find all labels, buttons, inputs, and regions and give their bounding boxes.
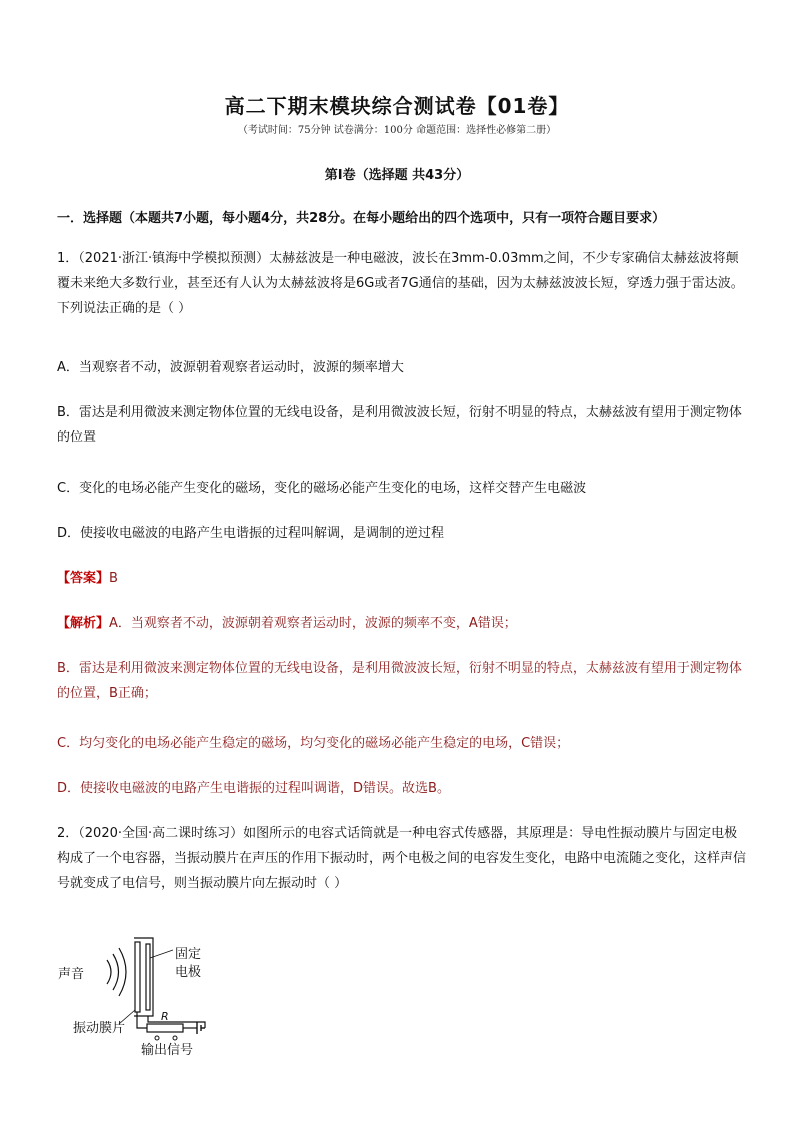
answer-value: B — [109, 571, 118, 586]
output-label: 输出信号 — [141, 1043, 194, 1058]
question-1-option-a: A．当观察者不动，波源朝着观察者运动时，波源的频率增大 — [57, 360, 404, 375]
question-1-option-d: D．使接收电磁波的电路产生电谐振的过程叫解调，是调制的逆过程 — [57, 526, 445, 541]
exam-info: （考试时间：75分钟 试卷满分：100分 命题范围：选择性必修第二册） — [237, 125, 557, 136]
question-1-analysis-d: D．使接收电磁波的电路产生电谐振的过程叫调谐，D错误。故选B。 — [57, 781, 450, 796]
analysis-label: 【解析】 — [57, 616, 110, 631]
diaphragm — [135, 942, 140, 1012]
resistor — [147, 1024, 183, 1032]
question-1-analysis-b: B．雷达是利用微波来测定物体位置的无线电设备，是利用微波波长短，衍射不明显的特点，太赫兹波有望用于测定物体的位置，B正确； — [57, 661, 742, 701]
question-1-option-c: C．变化的电场必能产生变化的磁场，变化的磁场必能产生变化的电场，这样交替产生电磁波 — [57, 481, 587, 496]
question-1-option-b: B．雷达是利用微波来测定物体位置的无线电设备，是利用微波波长短，衍射不明显的特点，太赫兹波有望用于测定物体的位置 — [57, 405, 742, 445]
output-terminals — [155, 1036, 177, 1040]
fixed-label-1: 固定 — [175, 947, 202, 962]
analysis-a-text: A．当观察者不动，波源朝着观察者运动时，波源的频率不变，A错误； — [109, 616, 517, 631]
diaphragm-label: 振动膜片 — [73, 1021, 126, 1036]
sound-wave-icon — [107, 948, 126, 996]
sound-label: 声音 — [58, 967, 85, 982]
answer-label: 【答案】 — [57, 571, 110, 586]
battery-icon — [197, 1022, 205, 1034]
part-title: 一．选择题（本题共7小题，每小题4分，共28分。在每小题给出的四个选项中，只有一项符合题目要求） — [57, 211, 666, 226]
fixed-electrode — [146, 944, 150, 1010]
question-1-stem: 1．（2021·浙江·镇海中学模拟预测）太赫兹波是一种电磁波，波长在3mm-0.03mm之间，不少专家确信太赫兹波将颠覆未来绝大多数行业，甚至还有人认为太赫兹波将是6G或者7G通信的基础，因为太赫兹波波长短，穿透力强于雷达波。下列说法正确的是（ ） — [57, 251, 744, 316]
section-title: 第Ⅰ卷（选择题 共43分） — [324, 168, 470, 183]
microphone-diagram — [55, 928, 225, 1060]
question-1-answer — [57, 566, 747, 591]
question-1-analysis-c: C．均匀变化的电场必能产生稳定的磁场，均匀变化的磁场必能产生稳定的电场，C错误； — [57, 736, 570, 751]
fixed-label-2: 电极 — [175, 965, 202, 980]
question-2-stem: 2．（2020·全国·高二课时练习）如图所示的电容式话筒就是一种电容式传感器，其原理是：导电性振动膜片与固定电极构成了一个电容器，当振动膜片在声压的作用下振动时，两个电极之间的电容发生变化，电路中电流随之变化，这样声信号就变成了电信号，则当振动膜片向左振动时（ ） — [57, 826, 747, 891]
resistor-label: R — [161, 1010, 169, 1023]
question-1-analysis-a — [57, 611, 747, 636]
page-title: 高二下期末模块综合测试卷【01卷】 — [224, 94, 570, 118]
